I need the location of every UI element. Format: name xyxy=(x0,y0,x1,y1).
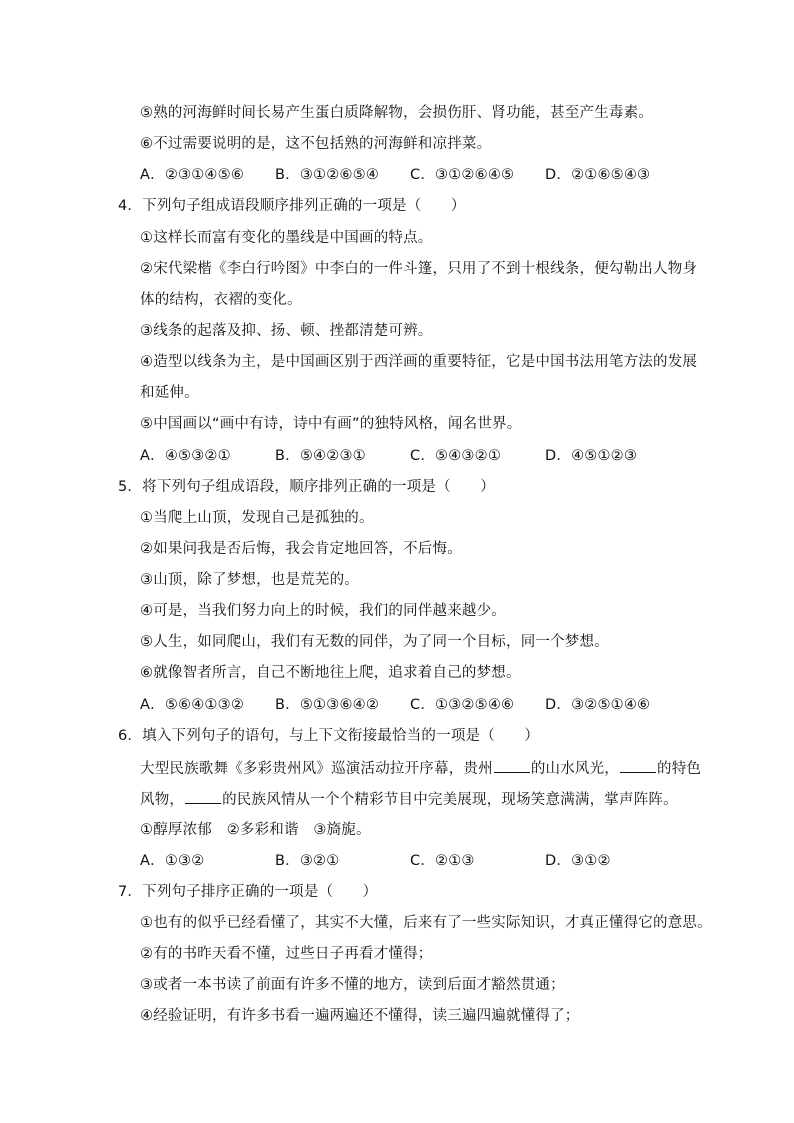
q3-option-a[interactable]: A．②③①④⑤⑥ xyxy=(140,167,245,183)
q3-option-d[interactable]: D．②①⑥⑤④③ xyxy=(545,167,651,183)
q4-stem: 4．下列句子组成语段顺序排列正确的一项是（ ） xyxy=(118,198,466,214)
q5-option-a[interactable]: A．⑤⑥④①③② xyxy=(140,697,245,713)
q7-stem: 7．下列句子排序正确的一项是（ ） xyxy=(118,884,378,900)
q4-option-d[interactable]: D．④⑤①②③ xyxy=(545,448,638,464)
q6-blank-2[interactable] xyxy=(620,758,656,773)
q6-passage-part-4: 风物， xyxy=(140,792,185,808)
q5-stem: 5．将下列句子组成语段，顺序排列正确的一项是（ ） xyxy=(118,479,495,495)
q7-sentence-4: ④经验证明，有许多书看一遍两遍还不懂得，读三遍四遍就懂得了； xyxy=(140,1008,580,1024)
q6-stem: 6．填入下列句子的语句，与上下文衔接最恰当的一项是（ ） xyxy=(118,728,540,744)
q3-sentence-6: ⑥不过需要说明的是，这不包括熟的河海鲜和凉拌菜。 xyxy=(140,136,492,152)
q6-option-d[interactable]: D．③①② xyxy=(545,853,611,869)
q6-passage-line-1 xyxy=(140,758,701,779)
q6-passage-part-2: 的山水风光， xyxy=(530,761,620,777)
q4-sentence-4b: 和延伸。 xyxy=(140,385,199,401)
q6-option-b[interactable]: B．③②① xyxy=(275,853,340,869)
q3-sentence-5: ⑤熟的河海鲜时间长易产生蛋白质降解物，会损伤肝、肾功能，甚至产生毒素。 xyxy=(140,105,653,121)
q5-sentence-3: ③山顶，除了梦想，也是荒芜的。 xyxy=(140,572,359,588)
q6-passage-part-1: 大型民族歌舞《多彩贵州风》巡演活动拉开序幕，贵州 xyxy=(140,761,493,777)
q4-option-c[interactable]: C．⑤④③②① xyxy=(410,448,502,464)
q6-blank-3[interactable] xyxy=(185,789,221,804)
q5-sentence-5: ⑤人生，如同爬山，我们有无数的同伴，为了同一个目标，同一个梦想。 xyxy=(140,634,609,650)
q7-sentence-3: ③或者一本书读了前面有许多不懂的地方，读到后面才豁然贯通； xyxy=(140,977,565,993)
q6-passage-part-3: 的特色 xyxy=(657,761,702,777)
q4-option-a[interactable]: A．④⑤③②① xyxy=(140,448,231,464)
q3-option-b[interactable]: B．③①②⑥⑤④ xyxy=(275,167,380,183)
q5-option-d[interactable]: D．③②⑤①④⑥ xyxy=(545,697,651,713)
q7-sentence-1: ①也有的似乎已经看懂了，其实不大懂，后来有了一些实际知识，才真正懂得它的意思。 xyxy=(140,915,712,931)
q6-option-a[interactable]: A．①③② xyxy=(140,853,205,869)
q4-option-b[interactable]: B．⑤④②③① xyxy=(275,448,366,464)
q5-sentence-1: ①当爬上山顶，发现自己是孤独的。 xyxy=(140,510,374,526)
q6-passage-part-5: 的民族风情从一个个精彩节目中完美展现，现场笑意满满，掌声阵阵。 xyxy=(222,792,678,808)
q6-blank-1[interactable] xyxy=(494,758,530,773)
q5-option-b[interactable]: B．⑤①③⑥④② xyxy=(275,697,380,713)
q7-sentence-2: ②有的书昨天看不懂，过些日子再看才懂得； xyxy=(140,946,433,962)
q4-sentence-5: ⑤中国画以“画中有诗，诗中有画”的独特风格，闻名世界。 xyxy=(140,416,522,432)
q3-option-c[interactable]: C．③①②⑥④⑤ xyxy=(410,167,515,183)
q4-sentence-2a: ②宋代梁楷《李白行吟图》中李白的一件斗篷，只用了不到十根线条，便勾勒出人物身 xyxy=(140,261,698,277)
q4-sentence-3: ③线条的起落及抑、扬、顿、挫都清楚可辨。 xyxy=(140,323,433,339)
q6-option-c[interactable]: C．②①③ xyxy=(410,853,475,869)
q5-sentence-6: ⑥就像智者所言，自己不断地往上爬，追求着自己的梦想。 xyxy=(140,665,521,681)
q4-sentence-2b: 体的结构，衣褶的变化。 xyxy=(140,292,302,308)
q5-option-c[interactable]: C．①③②⑤④⑥ xyxy=(410,697,515,713)
q5-sentence-2: ②如果问我是否后悔，我会肯定地回答，不后悔。 xyxy=(140,541,462,557)
q4-sentence-1: ①这样长而富有变化的墨线是中国画的特点。 xyxy=(140,230,433,246)
q4-sentence-4a: ④造型以线条为主，是中国画区别于西洋画的重要特征，它是中国书法用笔方法的发展 xyxy=(140,354,698,370)
q6-choices: ①醇厚浓郁 ②多彩和谐 ③旖旎。 xyxy=(140,822,371,838)
q5-sentence-4: ④可是，当我们努力向上的时候，我们的同伴越来越少。 xyxy=(140,603,506,619)
q6-passage-line-2 xyxy=(140,789,678,810)
